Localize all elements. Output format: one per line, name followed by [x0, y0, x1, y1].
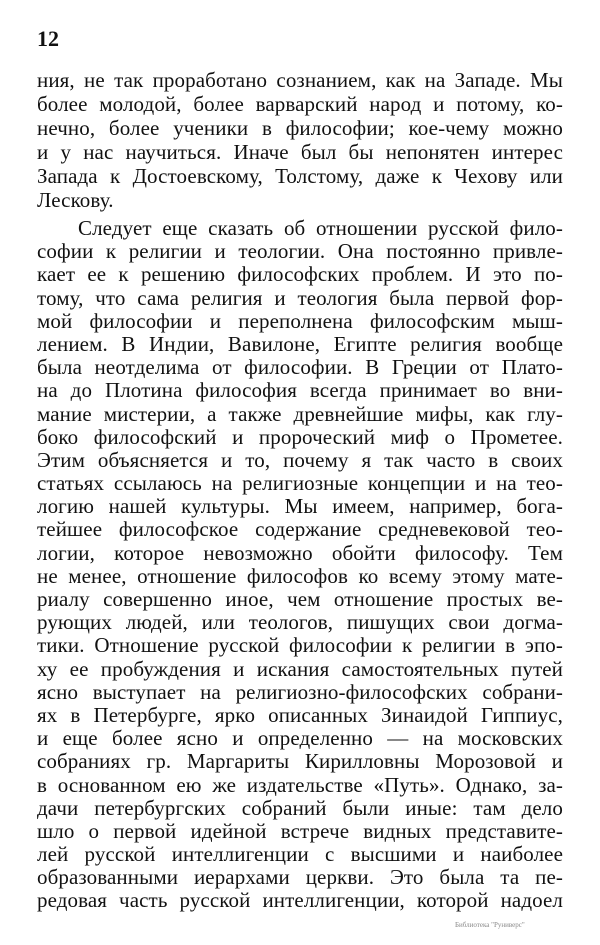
text-line: логию нашей культуры. Мы имеем, например, бога- [37, 494, 563, 519]
text-line: нечно, более ученики в философии; кое-чему можно [37, 116, 563, 140]
text-line: ху ее пробуждения и искания самостоятельных путей [37, 656, 563, 681]
text-line: тики. Отношение русской философии к религии в эпо- [37, 633, 563, 658]
text-line: статьях ссылаюсь на религиозные концепции и на тео- [37, 471, 563, 496]
text-line: в основанном ею же издательстве «Путь». Однако, за- [37, 772, 563, 797]
text-line: Этим объясняется и то, почему я так часто в своих [37, 447, 563, 472]
paragraph-2 [37, 217, 563, 913]
text-line: лей русской интеллигенции с высшими и наиболее [37, 842, 563, 867]
text-line: более молодой, более варварский народ и потому, ко- [37, 92, 563, 116]
text-line: софии к религии и теологии. Она постоянно привле- [37, 239, 563, 264]
text-line: собраниях гр. Маргариты Кирилловны Морозовой и [37, 749, 563, 774]
text-line: на до Плотина философия всегда принимает во вни- [37, 378, 563, 403]
text-line: мой философии и переполнена философским мыш- [37, 308, 563, 333]
text-line: Запада к Достоевскому, Толстому, даже к Чехову или [37, 164, 563, 188]
text-line: мание мистерии, а также древнейшие мифы, как глу- [37, 401, 563, 426]
paragraph-1 [37, 68, 563, 212]
text-line: была неотделима от философии. В Греции от Плато- [37, 355, 563, 380]
text-line: лением. В Индии, Вавилоне, Египте религия вообще [37, 331, 563, 356]
text-line: рующих людей, или теологов, пишущих свои догма- [37, 610, 563, 635]
text-line: шло о первой идейной встрече видных представите- [37, 818, 563, 843]
page-number: 12 [37, 26, 59, 51]
text-line: логии, которое невозможно обойти философу. Тем [37, 540, 563, 565]
text-line: Лескову. [37, 188, 114, 212]
text-line: риалу совершенно иное, чем отношение простых ве- [37, 587, 563, 611]
text-line: тому, что сама религия и теология была первой фор- [37, 285, 563, 310]
text-line: ях в Петербурге, ярко описанных Зинаидой Гиппиус, [37, 702, 563, 727]
text-line: кает ее к решению философских проблем. И это по- [37, 262, 563, 287]
text-line: редовая часть русской интеллигенции, которой надоел [37, 888, 563, 913]
text-line: ясно выступает на религиозно-философских собрани- [37, 679, 563, 704]
text-line: и еще более ясно и определенно — на московских [37, 726, 563, 751]
text-line: тейшее философское содержание средневековой тео- [37, 517, 563, 542]
text-line: ния, не так проработано сознанием, как на Западе. Мы [37, 68, 563, 92]
text-line: образованными иерархами церкви. Это была та пе- [37, 865, 563, 890]
text-line: и у нас научиться. Иначе был бы непонятен интерес [37, 140, 563, 164]
text-line: Следует еще сказать об отношении русской фило- [78, 216, 563, 240]
text-line: дачи петербургских собраний были иные: там дело [37, 795, 563, 820]
text-line: не менее, отношение философов ко всему этому мате- [37, 563, 563, 588]
library-watermark: Библиотека "Руниверс" [455, 921, 525, 929]
text-line: боко философский и пророческий миф о Прометее. [37, 424, 563, 449]
